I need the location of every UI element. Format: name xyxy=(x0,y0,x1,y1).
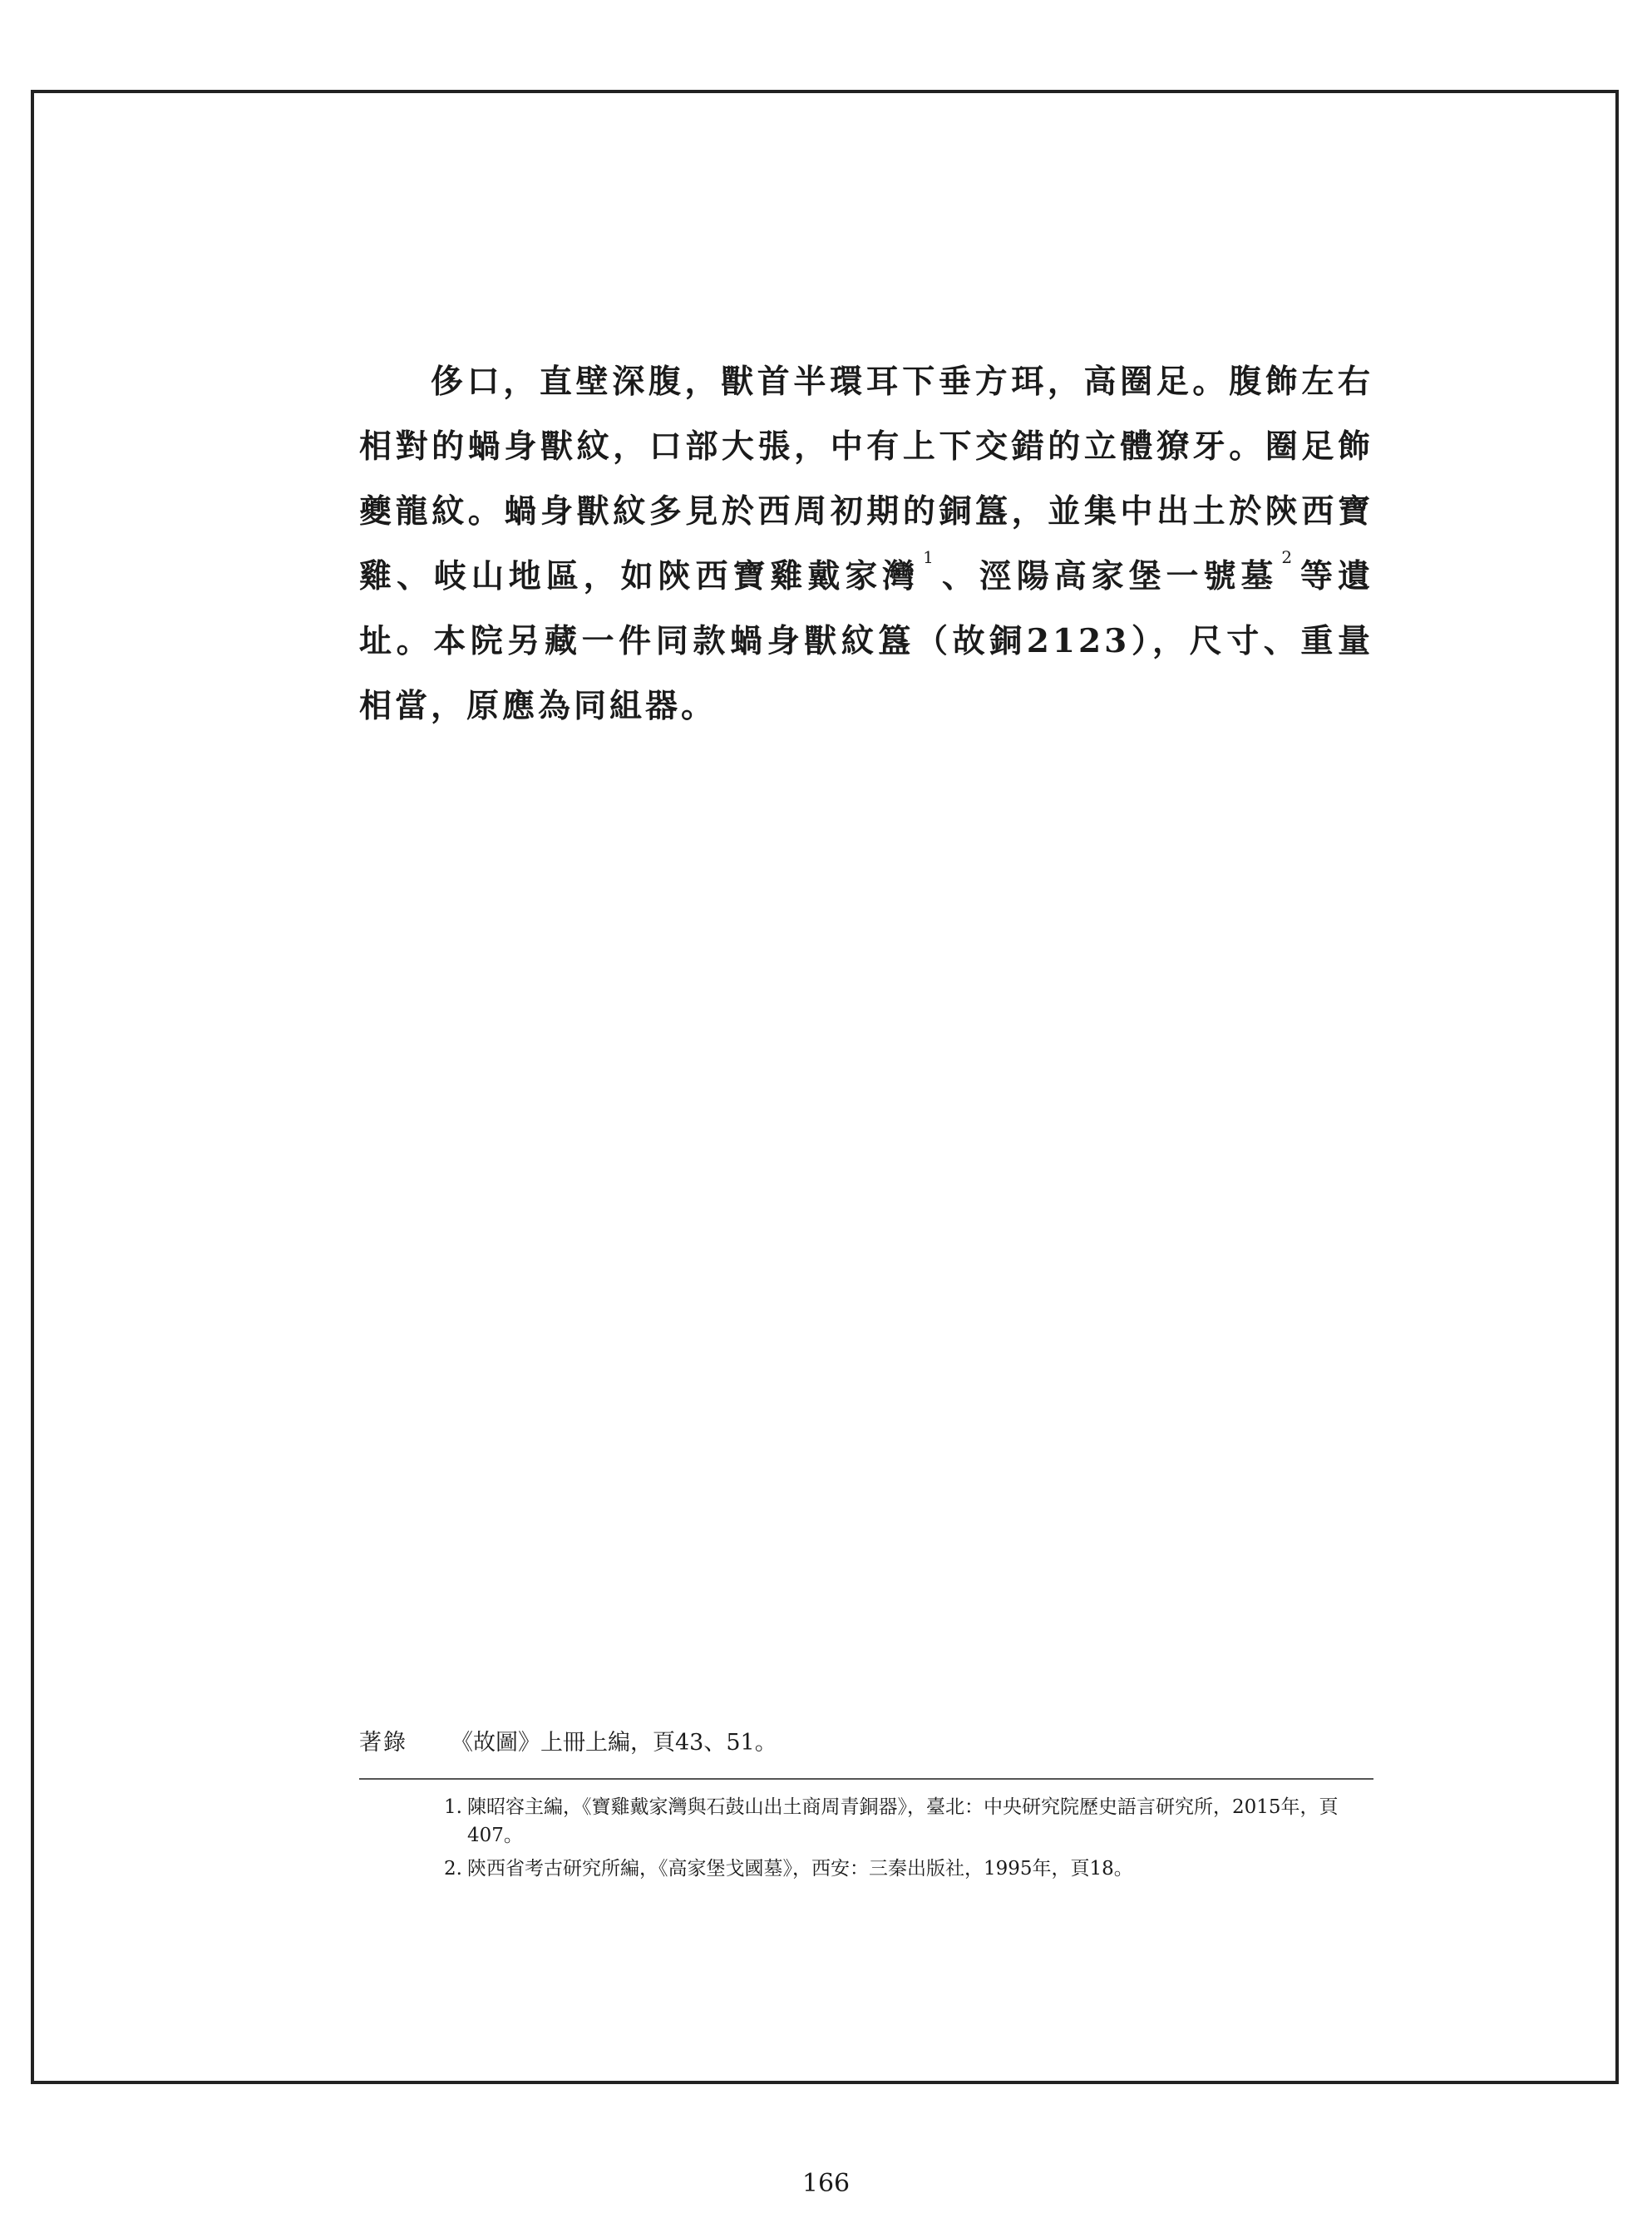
footnote-2-number: 2. xyxy=(444,1858,462,1880)
body-paragraph xyxy=(359,349,1373,739)
footnote-ref-1[interactable]: 1 xyxy=(923,547,937,567)
record-text: 《故圖》上冊上編，頁43、51。 xyxy=(451,1730,777,1756)
footnote-ref-2[interactable]: 2 xyxy=(1281,547,1296,567)
body-text-part1: 侈口，直壁深腹，獸首半環耳下垂方珥，高圈足。腹飾左右相對的蝸身獸紋，口部大張，中有上下交錯的立體獠牙。圈足飾夔龍紋。蝸身獸紋多見於西周初期的銅簋，並集中出土於陝西寶雞、岐山地區，如陝西寶雞戴家灣 xyxy=(359,363,1373,595)
footnotes xyxy=(444,1793,1373,1888)
record-label: 著錄 xyxy=(359,1730,407,1756)
footnote-2 xyxy=(444,1855,1373,1883)
footnote-1-number: 1. xyxy=(444,1796,462,1818)
footnote-1 xyxy=(444,1793,1373,1850)
catalog-record xyxy=(359,1727,777,1760)
footnote-divider xyxy=(359,1778,1373,1780)
body-text-part3: 等遺址。本院另藏一件同款蝸身獸紋簋（故銅2123），尺寸、重量相當，原應為同組器。 xyxy=(359,557,1373,725)
footnote-2-text: 陝西省考古研究所編，《高家堡戈國墓》，西安：三秦出版社，1995年，頁18。 xyxy=(467,1858,1133,1880)
body-text-part2: 、涇陽高家堡一號墓 xyxy=(939,557,1279,595)
footnote-1-text: 陳昭容主編，《寶雞戴家灣與石鼓山出土商周青銅器》，臺北：中央研究院歷史語言研究所，2015年，頁407。 xyxy=(467,1796,1339,1846)
page-number: 166 xyxy=(801,2169,851,2198)
